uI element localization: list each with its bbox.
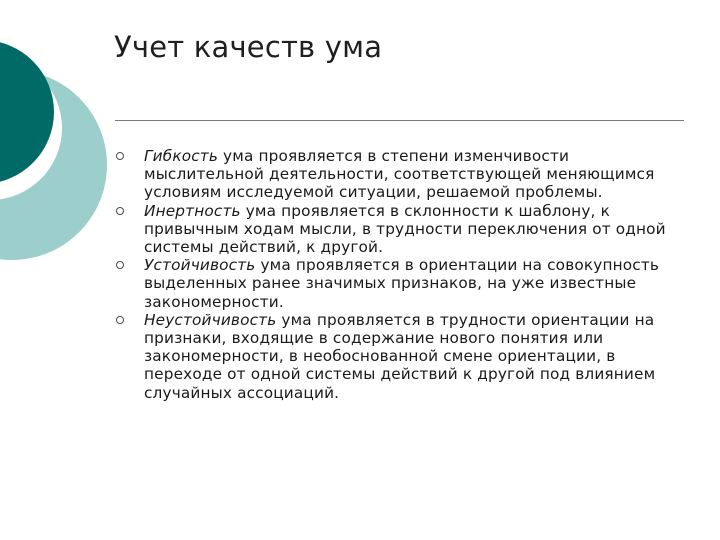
circle-bullet-icon [116, 152, 124, 160]
bullet-item-instability [116, 311, 676, 402]
circle-bullet-icon [116, 261, 124, 269]
bullet-term: Инертность [144, 201, 241, 220]
bullet-item-inertness [116, 202, 676, 257]
decorative-circles [0, 0, 110, 300]
bullet-text: ума проявляется в трудности ориентации на признаки, входящие в содержание нового понятия или закономерности, в необоснованной смене ориентации, в переходе от одной системы действий к другой под влиянием случайных ассоциаций. [144, 310, 656, 402]
bullet-text: ума проявляется в ориентации на совокупность выделенных ранее значимых признаков, на уже известные закономерности. [144, 256, 660, 311]
circle-bullet-icon [116, 316, 124, 324]
bullet-term: Устойчивость [144, 256, 256, 275]
circle-bullet-icon [116, 207, 124, 215]
bullet-term: Гибкость [144, 147, 219, 165]
bullet-term: Неустойчивость [144, 310, 277, 329]
bullet-item-stability [116, 256, 676, 311]
bullet-item-flexibility [116, 147, 676, 202]
bullet-text: ума проявляется в склонности к шаблону, к привычным ходам мысли, в трудности переключения от одной системы действий, к другой. [144, 201, 666, 257]
slide-title: Учет качеств ума [114, 30, 383, 64]
bullet-text: ума проявляется в степени изменчивости мыслительной деятельности, соответствующей меняющимся условиям исследуемой ситуации, решаемой проблемы. [144, 147, 655, 202]
title-divider [115, 120, 684, 121]
bullet-list [116, 147, 676, 402]
